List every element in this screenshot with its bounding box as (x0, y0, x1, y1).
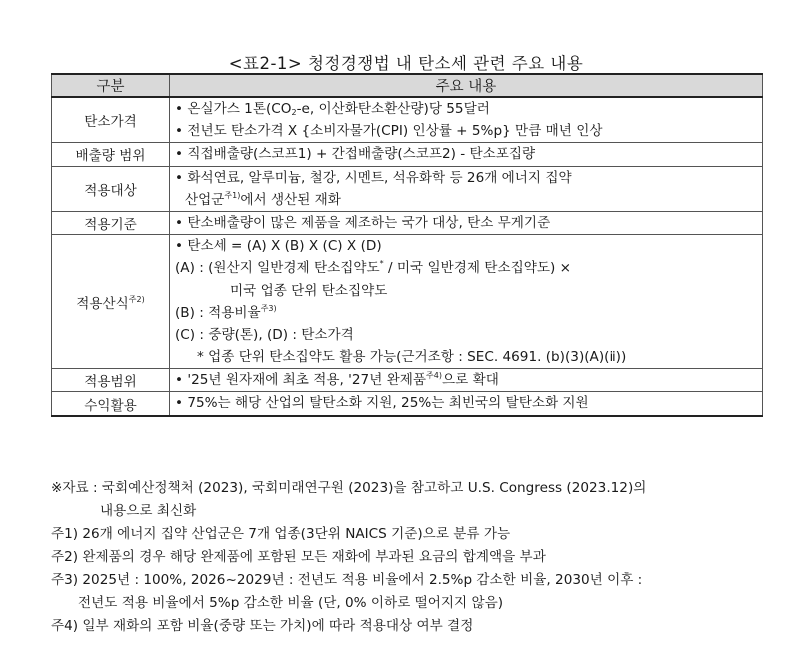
source-note: ※자료 : 국회예산정책처 (2023), 국회미래연구원 (2023)을 참고하고 U.S. Congress (2023.12)의 (51, 480, 647, 496)
row-content (170, 97, 763, 143)
row-content (170, 143, 763, 166)
row-content (170, 235, 763, 369)
row-content (170, 211, 763, 234)
content-line: (C) : 중량(톤), (D) : 탄소가격 (175, 326, 354, 343)
row-label: 배출량 범위 (52, 143, 170, 166)
row-content (170, 392, 763, 416)
content-line: 미국 업종 단위 탄소집약도 (230, 282, 388, 299)
content-line: • 탄소세 = (A) X (B) X (C) X (D) (175, 238, 382, 255)
footnote-3-continued: 전년도 적용 비율에서 5%p 감소한 비율 (단, 0% 이하로 떨어지지 않음) (78, 595, 504, 611)
content-line: • 전년도 탄소가격 X {소비자물가(CPI) 인상률 + 5%p} 만큼 매년 인상 (175, 123, 603, 140)
footnote-ref: 주3) (260, 303, 277, 313)
footnotes (51, 477, 771, 638)
footnote-2: 주2) 완제품의 경우 해당 완제품에 포함된 모든 재화에 부과된 요금의 합계액을 부과 (51, 549, 546, 565)
content-line: (B) : 적용비율$^{주3)}$ (175, 303, 277, 321)
content-line: 산업군$^{주1)}$에서 생산된 재화 (185, 190, 341, 208)
row-label: 적용기준 (52, 211, 170, 234)
content-line: (A) : (원산지 일반경제 탄소집약도* / 미국 일반경제 탄소집약도) × (175, 259, 571, 277)
content-line: • '25년 원자재에 최초 적용, '27년 완제품$^{주4)}$으로 확대 (175, 371, 499, 389)
content-line: • 탄소배출량이 많은 제품을 제조하는 국가 대상, 탄소 무게기준 (175, 214, 551, 231)
table-row (52, 392, 763, 416)
row-content (170, 369, 763, 392)
header-category: 구분 (52, 74, 170, 97)
content-line: • 직접배출량(스코프1) + 간접배출량(스코프2) - 탄소포집량 (175, 146, 536, 163)
footnote-ref: 주1) (224, 190, 241, 200)
table-row (52, 97, 763, 143)
table-row (52, 143, 763, 166)
footnote-ref: 주4) (426, 371, 442, 381)
table-header-row (52, 74, 763, 97)
row-content (170, 166, 763, 211)
footnote-4: 주4) 일부 재화의 포함 비율(중량 또는 가치)에 따라 적용대상 여부 결정 (51, 618, 474, 634)
header-content: 주요 내용 (170, 74, 763, 97)
row-label: 탄소가격 (52, 97, 170, 143)
table-title: <표2-1> 청정경쟁법 내 탄소세 관련 주요 내용 (228, 54, 584, 73)
content-line: • 온실가스 1톤($CO_2-e$, 이산화탄소환산량)당 55달러 (175, 101, 490, 117)
row-label: 적용산식$^{주2)}$ (52, 235, 170, 369)
row-label: 적용대상 (52, 166, 170, 211)
footnote-3: 주3) 2025년 : 100%, 2026~2029년 : 전년도 적용 비율에서 2.5%p 감소한 비율, 2030년 이후 : (51, 572, 643, 588)
content-line: * 업종 단위 탄소집약도 활용 가능(근거조항 : SEC. 4691. (b)(3)(A)(ⅱ)) (197, 349, 627, 366)
source-note-continued: 내용으로 최신화 (100, 503, 197, 519)
content-line: • 75%는 해당 산업의 탈탄소화 지원, 25%는 최빈국의 탈탄소화 지원 (175, 395, 589, 412)
table-row (52, 166, 763, 211)
table-row (52, 235, 763, 369)
row-label: 적용범위 (52, 369, 170, 392)
table-row (52, 211, 763, 234)
content-line: • 화석연료, 알루미늄, 철강, 시멘트, 석유화학 등 26개 에너지 집약 (175, 169, 572, 186)
row-label: 수익활용 (52, 392, 170, 416)
carbon-tax-table (51, 73, 763, 417)
footnote-ref: 주2) (128, 294, 145, 304)
footnote-1: 주1) 26개 에너지 집약 산업군은 7개 업종(3단위 NAICS 기준)으로 분류 가능 (51, 526, 511, 542)
table-row (52, 369, 763, 392)
